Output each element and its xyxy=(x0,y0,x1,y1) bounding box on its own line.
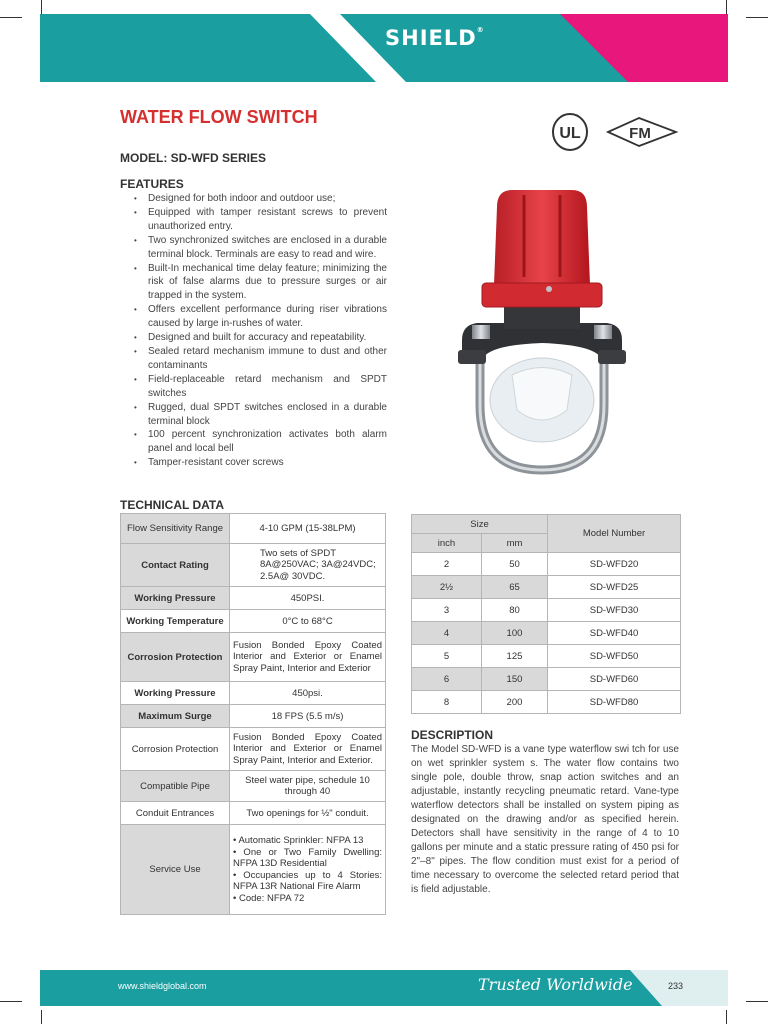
product-image xyxy=(452,185,632,480)
spec-label: Working Pressure xyxy=(121,587,230,610)
nut-right xyxy=(594,325,612,339)
table-row xyxy=(121,544,386,587)
brand-registered-mark: ® xyxy=(476,26,485,34)
nut-left xyxy=(472,325,490,339)
spec-value: 450psi. xyxy=(230,682,386,705)
crop-mark xyxy=(726,0,727,14)
feature-item: • Equipped with tamper resistant screws to prevent unauthorized entry. xyxy=(132,206,387,234)
vane-paddle xyxy=(512,368,572,421)
size-mm: 150 xyxy=(481,668,547,691)
spec-value: Steel water pipe, schedule 10 through 40 xyxy=(230,771,386,802)
table-row xyxy=(121,802,386,825)
page-title: WATER FLOW SWITCH xyxy=(120,107,318,127)
feature-item: • Designed and built for accuracy and repeatability. xyxy=(132,331,387,345)
technical-data-table xyxy=(120,513,386,915)
features-list xyxy=(132,192,387,470)
inch-header: inch xyxy=(412,534,482,553)
table-row xyxy=(412,668,681,691)
size-mm: 50 xyxy=(481,553,547,576)
spec-value: Two openings for ½" conduit. xyxy=(230,802,386,825)
feature-item: • 100 percent synchronization activates both alarm panel and local bell xyxy=(132,428,387,456)
description-text: The Model SD-WFD is a vane type waterflow swi tch for use on wet sprinkler system s. The water flow contains two single pole, double throw, snap action switches and an adjustable, instantly recycling pneumatic retard. Vane-type waterflow detectors shall be installed on system piping as designated on the drawing and/or as specified herein. Detectors shall have sensitivity in the range of 4 to 10 gallons per minute and a static pressure rating of 450 psi for 2"–8" pipes. The flow condition must exist for a period of time necessary to overcome the selected retard period that is field adjustable. xyxy=(411,744,679,895)
feature-item: • Field-replaceable retard mechanism and SPDT switches xyxy=(132,373,387,401)
service-use-item: • Occupancies up to 4 Stories: NFPA 13R National Fire Alarm xyxy=(233,869,382,892)
page-number: 233 xyxy=(668,981,684,991)
table-row xyxy=(121,825,386,915)
model-number: SD-WFD25 xyxy=(548,576,681,599)
description-heading: DESCRIPTION xyxy=(411,728,494,742)
service-use-item: • Code: NFPA 72 xyxy=(233,892,305,904)
spec-label: Flow Sensitivity Range xyxy=(121,514,230,544)
crop-mark xyxy=(41,1010,42,1024)
spec-value: 0°C to 68°C xyxy=(230,610,386,633)
size-header: Size xyxy=(412,515,548,534)
model-number: SD-WFD60 xyxy=(548,668,681,691)
table-row xyxy=(121,587,386,610)
spec-label: Conduit Entrances xyxy=(121,802,230,825)
crop-mark xyxy=(0,17,22,18)
service-use-item: • One or Two Family Dwelling: NFPA 13D Residential xyxy=(233,846,382,869)
table-row xyxy=(412,691,681,714)
table-row xyxy=(412,553,681,576)
spec-value: Two sets of SPDT 8A@250VAC; 3A@24VDC; 2.5A@ 30VDC. xyxy=(230,544,386,587)
size-inch: 2½ xyxy=(412,576,482,599)
service-use-item: • Automatic Sprinkler: NFPA 13 xyxy=(233,835,364,846)
model-number: SD-WFD30 xyxy=(548,599,681,622)
size-mm: 200 xyxy=(481,691,547,714)
crop-mark xyxy=(726,1010,727,1024)
table-row xyxy=(121,633,386,682)
spec-label: Corrosion Protection xyxy=(121,633,230,682)
saddle-foot-left xyxy=(458,350,486,364)
feature-item: • Rugged, dual SPDT switches enclosed in a durable terminal block xyxy=(132,401,387,429)
size-inch: 4 xyxy=(412,622,482,645)
size-mm: 65 xyxy=(481,576,547,599)
saddle-foot-right xyxy=(598,350,626,364)
spec-label: Corrosion Protection xyxy=(121,728,230,771)
crop-mark xyxy=(746,17,768,18)
red-cover xyxy=(494,190,590,285)
feature-item: • Tamper-resistant cover screws xyxy=(132,456,387,470)
size-mm: 80 xyxy=(481,599,547,622)
table-header-row xyxy=(412,515,681,534)
table-row xyxy=(412,622,681,645)
table-row xyxy=(121,771,386,802)
brand-logo xyxy=(385,26,485,50)
header-shapes xyxy=(40,14,728,82)
table-row xyxy=(121,610,386,633)
spec-label: Maximum Surge xyxy=(121,705,230,728)
spec-value: Fusion Bonded Epoxy Coated Interior and Exterior or Enamel Spray Paint, Interior and Exterior. xyxy=(230,728,386,771)
size-inch: 6 xyxy=(412,668,482,691)
spec-value: 4-10 GPM (15-38LPM) xyxy=(230,514,386,544)
model-number-header: Model Number xyxy=(548,515,681,553)
table-row xyxy=(412,645,681,668)
slogan: Trusted Worldwide xyxy=(478,975,633,994)
fm-logo-text: FM xyxy=(629,125,651,142)
model-heading: MODEL: SD-WFD SERIES xyxy=(120,151,266,165)
table-row xyxy=(121,705,386,728)
spec-label: Contact Rating xyxy=(121,544,230,587)
feature-item: • Sealed retard mechanism immune to dust and other contaminants xyxy=(132,345,387,373)
spec-label: Working Pressure xyxy=(121,682,230,705)
technical-data-heading: TECHNICAL DATA xyxy=(120,498,224,512)
model-number: SD-WFD40 xyxy=(548,622,681,645)
feature-item: • Two synchronized switches are enclosed in a durable terminal block. Terminals are easy to read and wire. xyxy=(132,234,387,262)
tamper-screw-icon xyxy=(546,286,552,292)
spec-label: Compatible Pipe xyxy=(121,771,230,802)
feature-item: • Offers excellent performance during riser vibrations caused by large in-rushes of water. xyxy=(132,303,387,331)
size-inch: 3 xyxy=(412,599,482,622)
mm-header: mm xyxy=(481,534,547,553)
size-inch: 2 xyxy=(412,553,482,576)
model-number: SD-WFD80 xyxy=(548,691,681,714)
crop-mark xyxy=(746,1001,768,1002)
size-inch: 8 xyxy=(412,691,482,714)
feature-item: • Designed for both indoor and outdoor use; xyxy=(132,192,387,206)
size-table xyxy=(411,514,681,714)
spec-value: 450PSI. xyxy=(230,587,386,610)
brand-name: SHIELD xyxy=(385,26,477,50)
table-row xyxy=(412,599,681,622)
certification-logos xyxy=(548,112,680,152)
spec-value: 18 FPS (5.5 m/s) xyxy=(230,705,386,728)
crop-mark xyxy=(41,0,42,14)
size-inch: 5 xyxy=(412,645,482,668)
header-banner xyxy=(40,14,728,82)
spec-value-list xyxy=(230,825,386,915)
cover-base xyxy=(482,283,602,307)
spec-label: Working Temperature xyxy=(121,610,230,633)
table-row xyxy=(412,576,681,599)
size-mm: 125 xyxy=(481,645,547,668)
crop-mark xyxy=(0,1001,22,1002)
spec-label: Service Use xyxy=(121,825,230,915)
table-row xyxy=(121,514,386,544)
table-row xyxy=(121,728,386,771)
feature-item: • Built-In mechanical time delay feature; minimizing the risk of false alarms due to pressure surges or air trapped in the system. xyxy=(132,262,387,304)
website-link[interactable]: www.shieldglobal.com xyxy=(118,981,207,991)
size-mm: 100 xyxy=(481,622,547,645)
model-number: SD-WFD50 xyxy=(548,645,681,668)
model-number: SD-WFD20 xyxy=(548,553,681,576)
features-heading: FEATURES xyxy=(120,177,184,191)
spec-value: Fusion Bonded Epoxy Coated Interior and Exterior or Enamel Spray Paint, Interior and Exterior xyxy=(230,633,386,682)
table-row xyxy=(121,682,386,705)
ul-logo-text: UL xyxy=(559,125,581,142)
